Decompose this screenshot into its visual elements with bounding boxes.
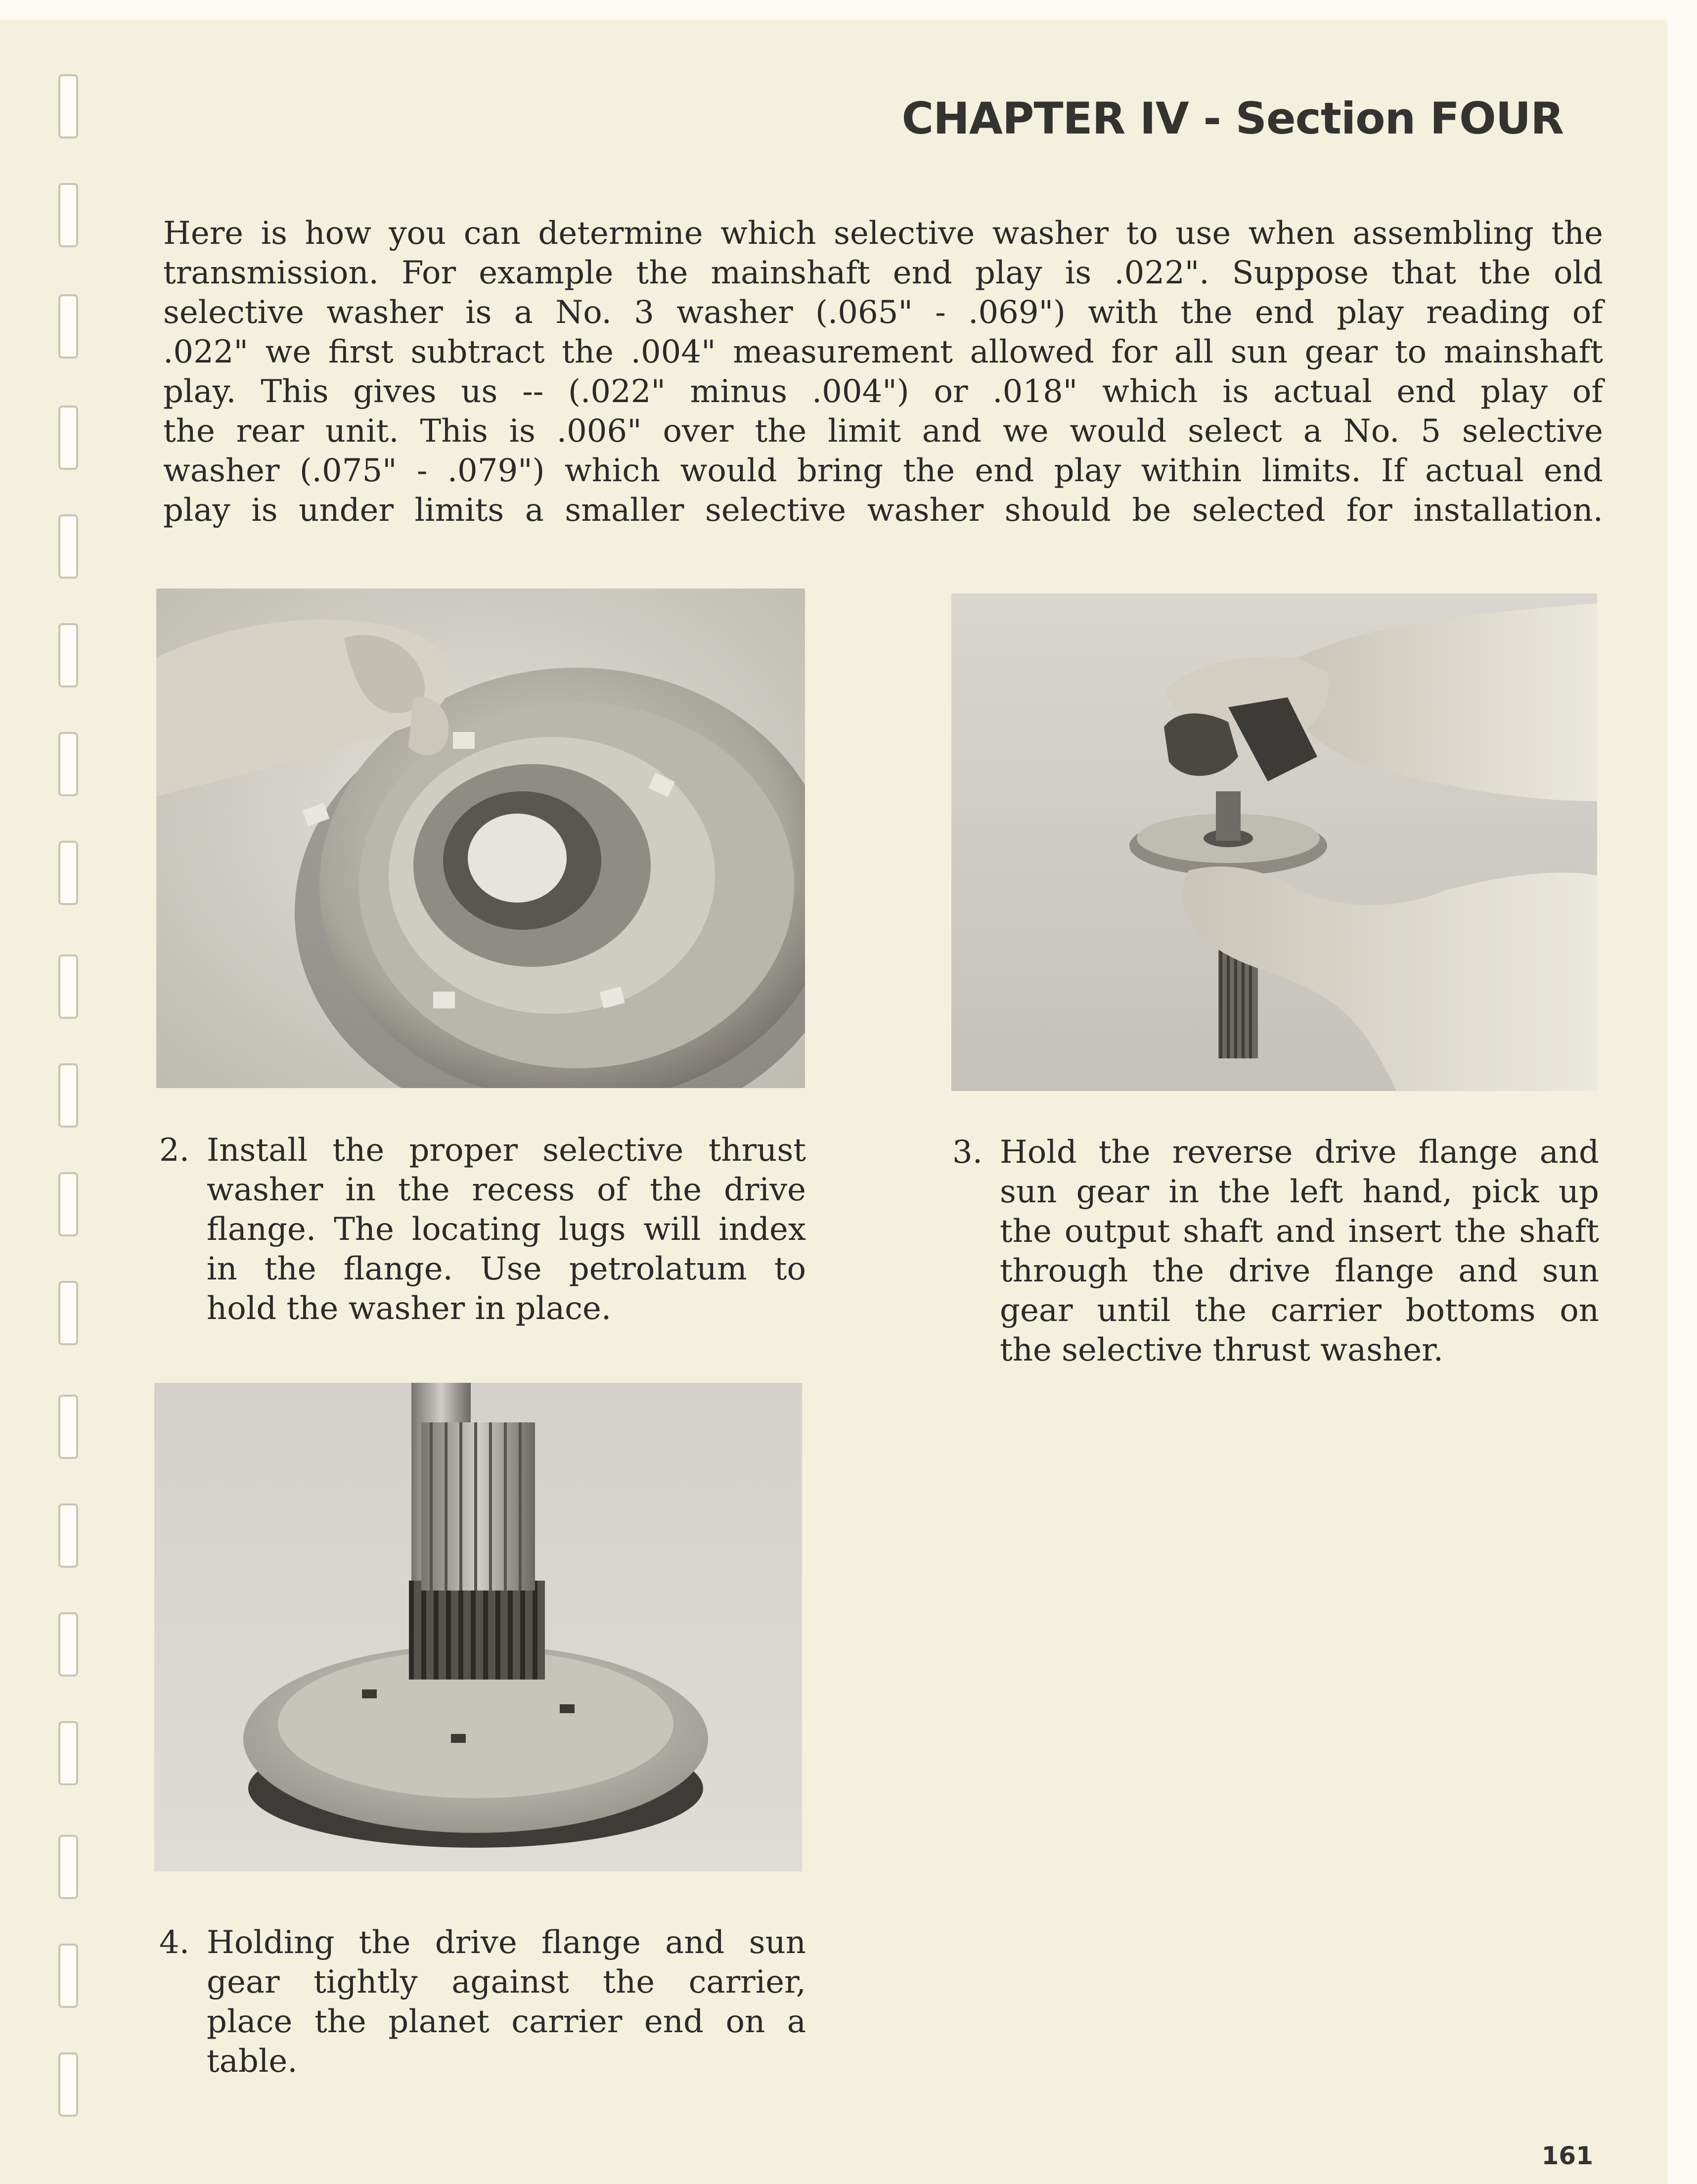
binder-hole bbox=[58, 406, 78, 470]
step-2-caption bbox=[159, 1131, 807, 1327]
binder-hole bbox=[58, 623, 78, 687]
binder-hole bbox=[58, 841, 78, 905]
intro-paragraph bbox=[163, 214, 1603, 530]
binder-hole bbox=[58, 1172, 78, 1236]
intro-line: Here is how you can determine which selective washer to use when assembling the bbox=[163, 215, 1603, 252]
binder-hole bbox=[58, 1395, 78, 1459]
intro-line: play. This gives us -- (.022" minus .004") or .018" which is actual end play of bbox=[163, 373, 1603, 410]
binder-holes bbox=[47, 59, 92, 2137]
step-line: Install the proper selective thrust bbox=[207, 1132, 806, 1169]
step-line: the selective thrust washer. bbox=[1000, 1332, 1444, 1368]
output-shaft-insertion-photo bbox=[951, 593, 1597, 1091]
step-line: table. bbox=[207, 2043, 298, 2080]
page-edge-right bbox=[1667, 0, 1697, 2184]
binder-hole bbox=[58, 1063, 78, 1128]
output-shaft-illustration bbox=[951, 593, 1597, 1091]
planet-carrier-illustration bbox=[154, 1383, 802, 1871]
binder-hole bbox=[58, 732, 78, 796]
binder-hole bbox=[58, 1281, 78, 1345]
intro-line: selective washer is a No. 3 washer (.065" - .069") with the end play reading of bbox=[163, 294, 1603, 331]
step-line: hold the washer in place. bbox=[207, 1290, 612, 1327]
step-number: 2. bbox=[159, 1132, 190, 1169]
step-4-caption bbox=[159, 1923, 807, 2091]
step-line: flange. The locating lugs will index bbox=[207, 1211, 806, 1248]
step-text bbox=[207, 1923, 806, 2081]
page-edge-top bbox=[0, 0, 1697, 20]
step-line: gear until the carrier bottoms on bbox=[1000, 1292, 1599, 1329]
step-line: gear tightly against the carrier, bbox=[207, 1964, 806, 2001]
step-line: in the flange. Use petrolatum to bbox=[207, 1251, 806, 1287]
planet-carrier-photo bbox=[154, 1383, 802, 1871]
step-number: 4. bbox=[159, 1924, 190, 1961]
intro-line: the rear unit. This is .006" over the limit and we would select a No. 5 selective bbox=[163, 413, 1603, 450]
step-line: through the drive flange and sun bbox=[1000, 1253, 1599, 1289]
binder-hole bbox=[58, 1503, 78, 1568]
binder-hole bbox=[58, 183, 78, 247]
binder-hole bbox=[58, 955, 78, 1019]
intro-line: washer (.075" - .079") which would bring the end play within limits. If actual end bbox=[163, 453, 1603, 489]
binder-hole bbox=[58, 1612, 78, 1677]
step-line: sun gear in the left hand, pick up bbox=[1000, 1174, 1599, 1210]
step-line: Hold the reverse drive flange and bbox=[1000, 1134, 1599, 1171]
binder-hole bbox=[58, 1944, 78, 2008]
step-line: washer in the recess of the drive bbox=[207, 1172, 806, 1208]
step-number: 3. bbox=[952, 1134, 983, 1171]
chapter-title: CHAPTER IV - Section FOUR bbox=[901, 93, 1563, 144]
binder-hole bbox=[58, 2052, 78, 2117]
step-line: place the planet carrier end on a bbox=[207, 2003, 806, 2040]
binder-hole bbox=[58, 514, 78, 579]
page-number: 161 bbox=[1541, 2141, 1593, 2170]
thrust-washer-photo bbox=[156, 589, 805, 1088]
step-text bbox=[1000, 1133, 1599, 1370]
step-text bbox=[207, 1131, 806, 1328]
binder-hole bbox=[58, 1721, 78, 1785]
step-3-caption bbox=[952, 1133, 1601, 1368]
thrust-washer-illustration bbox=[156, 589, 805, 1088]
step-line: Holding the drive flange and sun bbox=[207, 1924, 806, 1961]
binder-hole bbox=[58, 294, 78, 359]
binder-hole bbox=[58, 74, 78, 138]
intro-line: .022" we first subtract the .004" measurement allowed for all sun gear to mainshaft bbox=[163, 334, 1603, 370]
intro-line: transmission. For example the mainshaft end play is .022". Suppose that the old bbox=[163, 255, 1603, 291]
binder-hole bbox=[58, 1835, 78, 1899]
step-line: the output shaft and insert the shaft bbox=[1000, 1213, 1599, 1250]
intro-line: play is under limits a smaller selective washer should be selected for installation. bbox=[163, 492, 1603, 529]
